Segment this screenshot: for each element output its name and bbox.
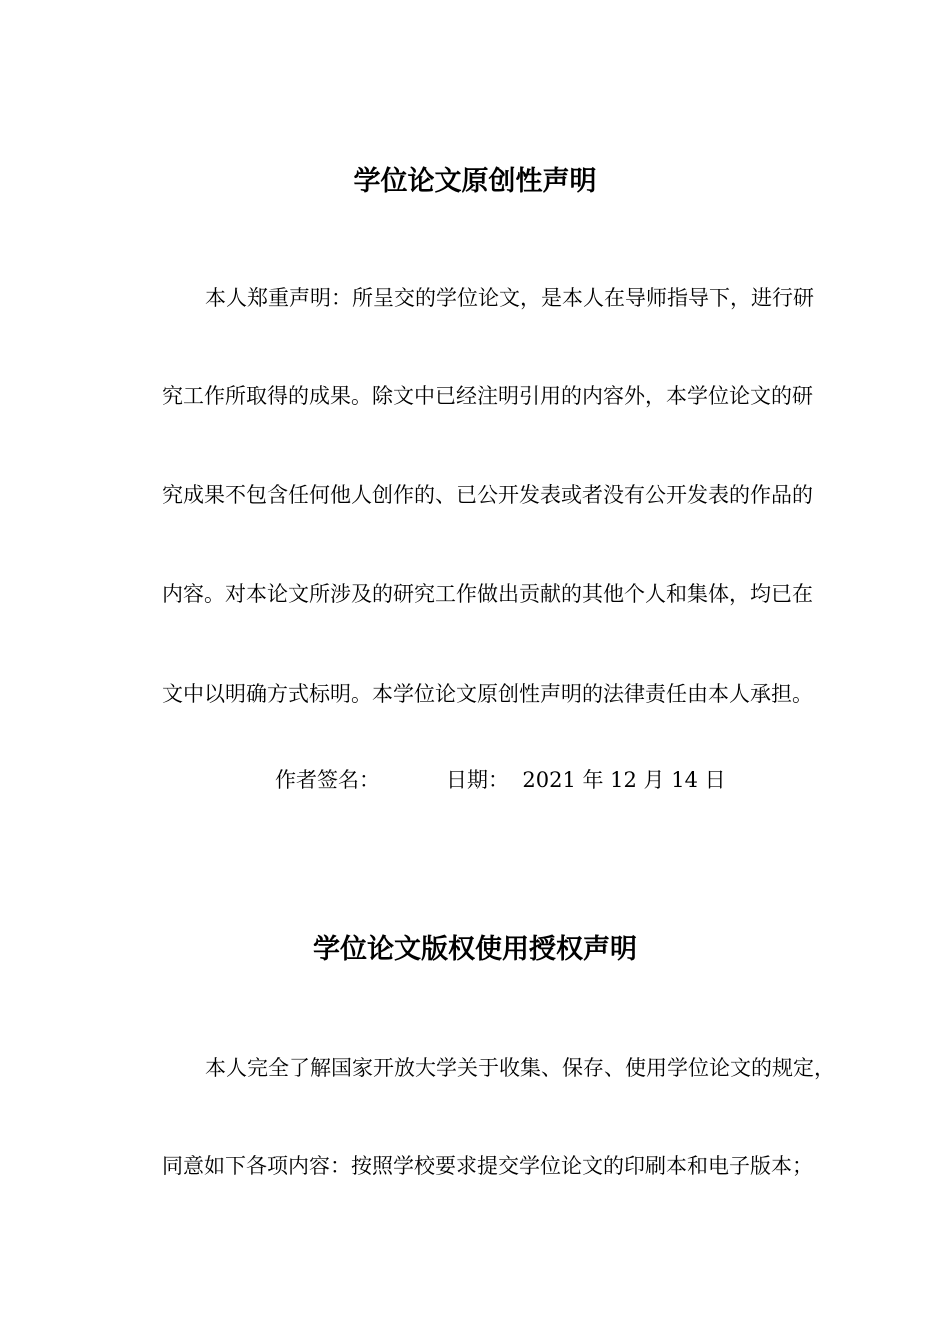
originality-line-4: 内容。对本论文所涉及的研究工作做出贡献的其他个人和集体，均已在 — [162, 582, 813, 606]
signature-label: 作者签名： — [275, 768, 380, 792]
copyright-line-2: 同意如下各项内容：按照学校要求提交学位论文的印刷本和电子版本； — [162, 1154, 813, 1178]
originality-line-3: 究成果不包含任何他人创作的、已公开发表或者没有公开发表的作品的 — [162, 483, 813, 507]
originality-line-1: 本人郑重声明：所呈交的学位论文，是本人在导师指导下，进行研 — [205, 286, 814, 310]
copyright-title: 学位论文版权使用授权声明 — [313, 934, 637, 965]
copyright-line-1: 本人完全了解国家开放大学关于收集、保存、使用学位论文的规定， — [205, 1056, 835, 1080]
originality-line-5: 文中以明确方式标明。本学位论文原创性声明的法律责任由本人承担。 — [162, 682, 813, 706]
date-label: 日期： — [446, 768, 509, 792]
originality-title: 学位论文原创性声明 — [353, 166, 597, 197]
date-value: 2021 年 12 月 14 日 — [522, 768, 726, 792]
signature-date-row — [275, 765, 726, 795]
originality-line-2: 究工作所取得的成果。除文中已经注明引用的内容外，本学位论文的研 — [162, 384, 813, 408]
